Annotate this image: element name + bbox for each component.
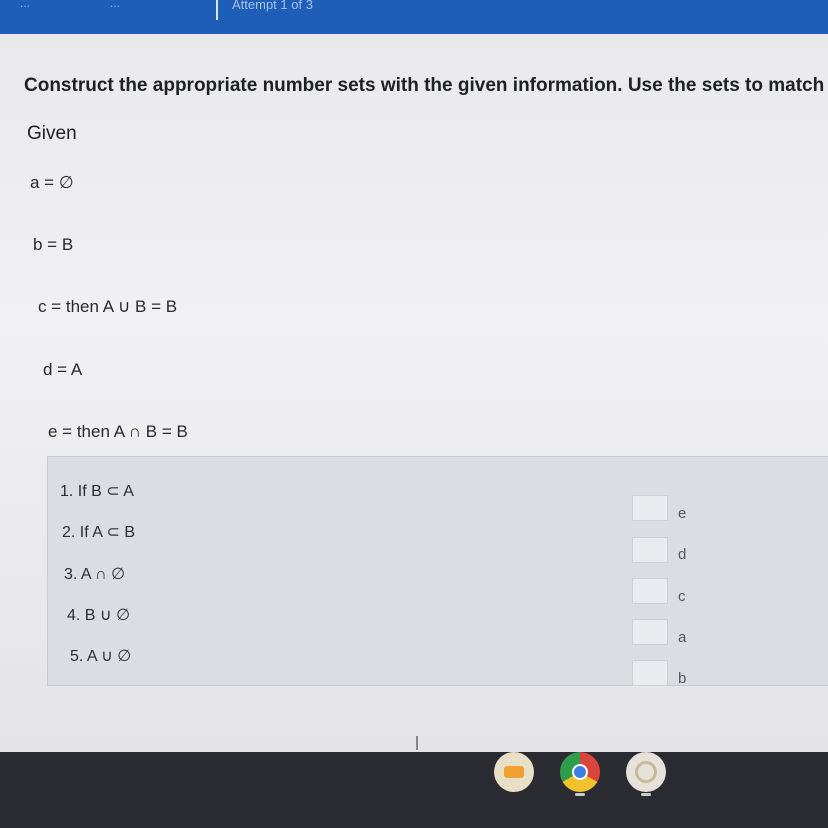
given-item-a: a = ∅ <box>30 173 74 192</box>
match-option-a[interactable]: a <box>678 629 687 646</box>
match-option-b[interactable]: b <box>678 670 687 687</box>
question-text: Construct the appropriate number sets with the given information. Use the sets to match <box>24 75 825 96</box>
match-option-d[interactable]: d <box>678 546 687 563</box>
match-prompt-2: 2. If A ⊂ B <box>62 524 135 541</box>
answer-drop-slot[interactable] <box>632 660 668 686</box>
given-item-c: c = then A ∪ B = B <box>38 297 178 316</box>
photos-icon[interactable] <box>626 752 666 792</box>
active-app-indicator <box>641 793 651 796</box>
classroom-icon[interactable] <box>494 752 534 792</box>
match-option-e[interactable]: e <box>678 505 687 522</box>
match-prompt-3: 3. A ∩ ∅ <box>64 566 126 583</box>
given-item-b: b = B <box>33 235 74 254</box>
chrome-icon[interactable] <box>560 752 600 792</box>
given-item-d: d = A <box>43 360 83 379</box>
match-prompt-5: 5. A ∪ ∅ <box>70 648 132 665</box>
answer-drop-slot[interactable] <box>632 578 668 604</box>
attempt-counter: Attempt 1 of 3 <box>232 0 313 12</box>
matching-panel <box>47 456 828 686</box>
header-separator <box>216 0 218 20</box>
answer-drop-slot[interactable] <box>632 619 668 645</box>
question-content <box>0 34 828 752</box>
match-prompt-4: 4. B ∪ ∅ <box>67 607 130 624</box>
given-label: Given <box>27 123 77 144</box>
match-prompt-1: 1. If B ⊂ A <box>60 483 134 500</box>
os-shelf <box>0 752 828 828</box>
answer-drop-slot[interactable] <box>632 495 668 521</box>
given-item-e: e = then A ∩ B = B <box>48 422 188 441</box>
active-app-indicator <box>575 793 585 796</box>
header-tab-stub[interactable]: ... <box>110 0 121 8</box>
shelf-divider <box>416 736 418 750</box>
header-tab-stub[interactable]: ... <box>20 0 31 8</box>
match-option-c[interactable]: c <box>678 588 686 605</box>
top-header-bar <box>0 0 828 34</box>
answer-drop-slot[interactable] <box>632 537 668 563</box>
